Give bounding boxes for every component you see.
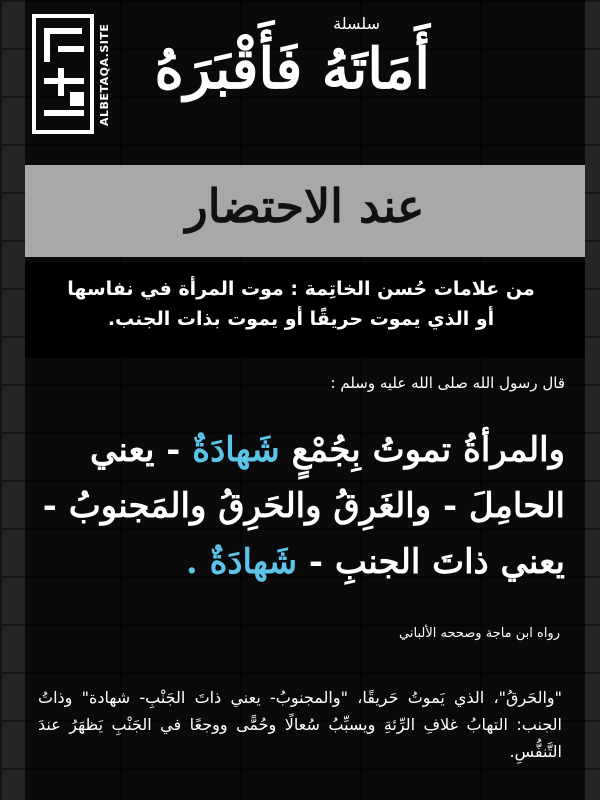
intro-text	[65, 274, 537, 334]
site-logo	[32, 14, 124, 140]
hadith-text	[35, 422, 565, 590]
hadith-part-1: والمرأةُ تموتُ بِجُمْعٍ	[279, 430, 565, 470]
banner-title: عند الاحتضار	[185, 179, 425, 233]
explanation-text: "والحَرقُ"، الذي يَموتُ حَريقًا، "والمجنوبُ- يعني ذاتَ الجَنْبِ- شهادة" وذاتُ الجنب: التهابُ غلافِ الرِّئةِ ويسبِّبُ سُعالًا وحُمًّى ووجعًا في الجَنْبِ يَظهَرُ عندَ التَّنفُّسِ.	[38, 688, 562, 761]
hadith-highlight-2: شَهادَةٌ .	[185, 542, 298, 582]
series-title: أَمَاتَهُ فَأَقْبَرَهُ	[154, 36, 430, 102]
narrator-text: قال رسول الله صلى الله عليه وسلم :	[330, 374, 565, 392]
intro-line-2: أو الذي يموت حريقًا أو يموت بذات الجنب.	[107, 308, 495, 330]
intro-box	[25, 262, 585, 358]
intro-line-1: من علامات حُسن الخاتِمة : موت المرأة في نفاسها	[67, 278, 535, 300]
hadith-source: رواه ابن ماجة وصححه الألباني	[399, 626, 560, 641]
title-banner	[25, 165, 585, 257]
hadith-highlight-1: شَهادَةٌ	[192, 430, 280, 470]
logo-site-text: ALBETAQA.SITE	[98, 23, 111, 126]
hadith-part-2: - يعني الحامِلَ - والغَرِقُ والحَرِقُ والمَجنوبُ - يعني ذاتَ الجنبِ -	[42, 430, 565, 582]
logo-mark-icon	[32, 14, 94, 134]
series-label: سلسلة	[333, 14, 380, 33]
